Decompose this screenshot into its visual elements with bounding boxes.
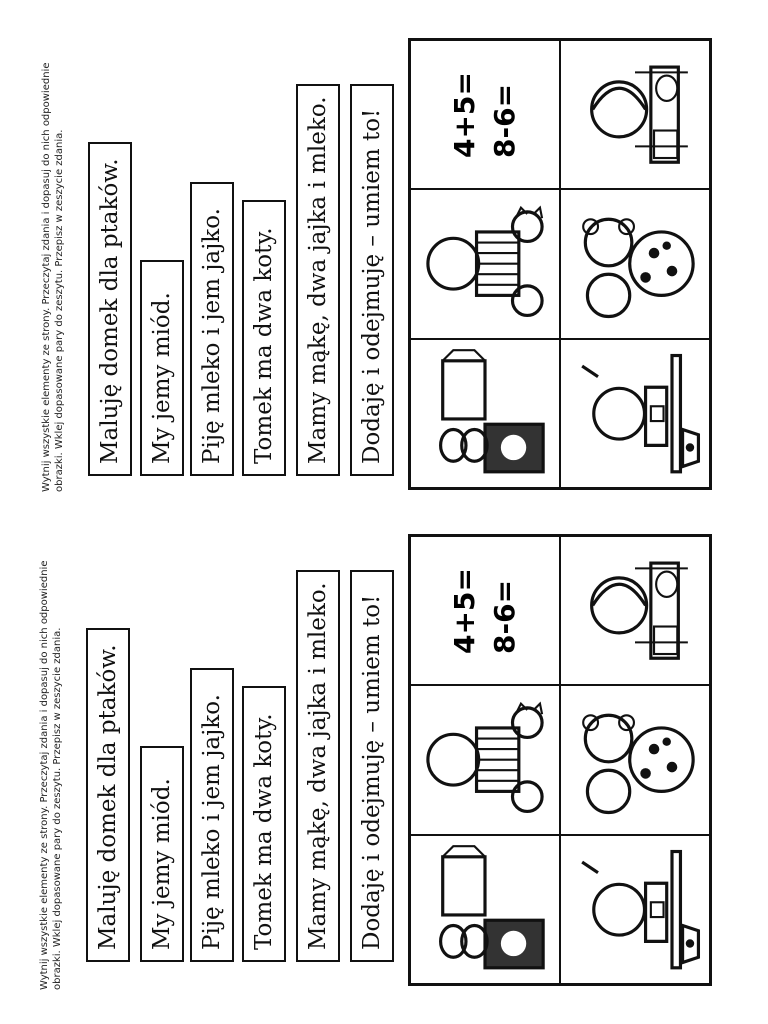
picture-cell-cats[interactable] (410, 685, 560, 834)
picture-cell-painting[interactable] (560, 339, 710, 488)
girl-with-milk-and-egg-icon (561, 41, 709, 188)
boy-with-cats-icon (411, 686, 559, 833)
boy-painting-birdhouse-icon (561, 340, 709, 487)
sentence-card[interactable]: Mamy mąkę, dwa jajka i mleko. (296, 84, 340, 476)
flour-milk-eggs-icon (411, 836, 559, 983)
picture-cell-painting[interactable] (560, 835, 710, 984)
instruction-line-1: Wytnij wszystkie elementy ze strony. Przeczytaj zdania i dopasuj do nich odpowiednie (39, 560, 50, 990)
flour-milk-eggs-icon (411, 340, 559, 487)
picture-cell-bears[interactable] (560, 685, 710, 834)
sentence-card[interactable]: My jemy miód. (140, 746, 184, 962)
bears-with-honey-icon (561, 686, 709, 833)
math-problems: 4+5= 8-6= (447, 71, 521, 158)
picture-cell-cats[interactable] (410, 189, 560, 338)
sentence-card[interactable]: Piję mleko i jem jajko. (190, 182, 234, 476)
picture-cell-math[interactable] (410, 40, 560, 189)
instruction-line-2: obrazki. Wklej dopasowane pary do zeszytu. Przepisz w zeszycie zdania. (52, 627, 63, 990)
sentence-card[interactable]: Dodaję i odejmuję – umiem to! (350, 570, 394, 962)
instruction-line-1: Wytnij wszystkie elementy ze strony. Przeczytaj zdania i dopasuj do nich odpowiednie (41, 62, 52, 492)
sentence-card[interactable]: Dodaję i odejmuję – umiem to! (350, 84, 394, 476)
sentence-card[interactable]: Tomek ma dwa koty. (242, 200, 286, 476)
sentence-card[interactable]: Tomek ma dwa koty. (242, 686, 286, 962)
instruction-line-2: obrazki. Wklej dopasowane pary do zeszytu. Przepisz w zeszycie zdania. (54, 129, 65, 492)
picture-cell-food[interactable] (410, 835, 560, 984)
boy-with-cats-icon (411, 190, 559, 337)
picture-cell-girl[interactable] (560, 536, 710, 685)
picture-grid-right (408, 38, 712, 490)
picture-cell-girl[interactable] (560, 40, 710, 189)
girl-with-milk-and-egg-icon (561, 537, 709, 684)
instructions-left (38, 561, 64, 990)
bears-with-honey-icon (561, 190, 709, 337)
sentence-card[interactable]: My jemy miód. (140, 260, 184, 476)
picture-cell-bears[interactable] (560, 189, 710, 338)
picture-grid-left (408, 534, 712, 986)
sentence-card[interactable]: Mamy mąkę, dwa jajka i mleko. (296, 570, 340, 962)
math-problems: 4+5= 8-6= (447, 567, 521, 654)
picture-cell-food[interactable] (410, 339, 560, 488)
boy-painting-birdhouse-icon (561, 836, 709, 983)
sentence-card[interactable]: Maluję domek dla ptaków. (88, 142, 132, 476)
sentence-card[interactable]: Piję mleko i jem jajko. (190, 668, 234, 962)
picture-cell-math[interactable] (410, 536, 560, 685)
sentence-card[interactable]: Maluję domek dla ptaków. (86, 628, 130, 962)
instructions-right-text (40, 63, 66, 492)
